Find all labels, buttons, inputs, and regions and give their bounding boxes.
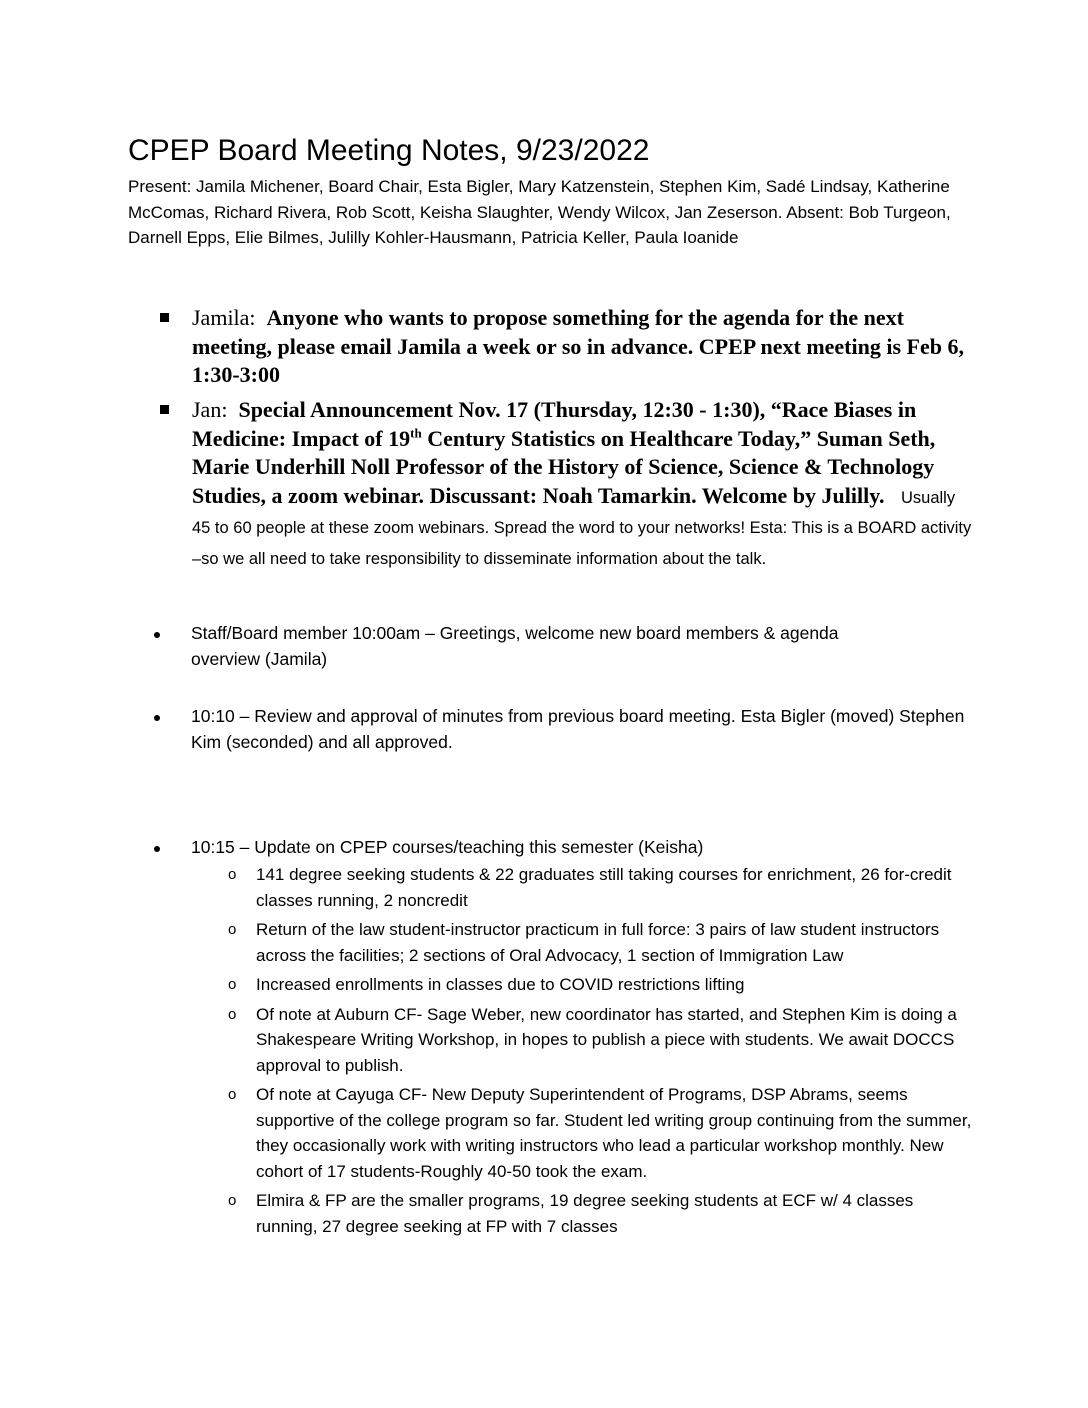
ordinal-suffix: th <box>410 425 422 441</box>
attendance-paragraph: Present: Jamila Michener, Board Chair, Esta Bigler, Mary Katzenstein, Stephen Kim, Sadé Lindsay, Katherine McComas, Richard Rivera, Rob Scott, Keisha Slaughter, Wendy Wilcox, Jan Zeserson. Absent: Bob Turgeon, Darnell Epps, Elie Bilmes, Julilly Kohler-Hausmann, Patricia Keller, Paula Ioanide <box>128 177 951 247</box>
round-bullet-icon <box>154 632 160 638</box>
announcement-text-continued: Century Statistics on Healthcare Today,” Suman Seth, Marie Underhill Noll Professor of the History of Science, Science & Technology Studies, a zoom webinar. Discussant: Noah Tamarkin. Welcome by Julilly. <box>192 425 936 508</box>
agenda-item <box>191 703 971 755</box>
circle-bullet-icon: o <box>228 866 237 883</box>
agenda-item-text: Staff/Board member 10:00am – Greetings, welcome new board members & agenda overview (Jamila) <box>191 623 839 669</box>
course-update-text: 141 degree seeking students & 22 graduates still taking courses for enrichment, 26 for-credit classes running, 2 noncredit <box>256 865 952 910</box>
document-title: CPEP Board Meeting Notes, 9/23/2022 <box>128 134 650 167</box>
announcement-text: Anyone who wants to propose something for the agenda for the next meeting, please email Jamila a week or so in advance. CPEP next meeting is Feb 6, 1:30-3:00 <box>192 305 964 387</box>
announcement-text: Special Announcement Nov. 17 (Thursday, 12:30 - 1:30), “Race Biases in Medicine: Impact of 19 <box>192 397 917 451</box>
circle-bullet-icon: o <box>228 1005 237 1023</box>
round-bullet-icon <box>154 846 160 852</box>
course-update-item <box>228 1188 976 1239</box>
announcement-speaker: Jamila: <box>192 305 256 330</box>
agenda-item-text: 10:15 – Update on CPEP courses/teaching this semester (Keisha) <box>191 837 704 857</box>
announcement-note: Usually 45 to 60 people at these zoom webinars. Spread the word to your networks! Esta: This is a BOARD activity –so we all need to take responsibility to disseminate information about the talk. <box>192 488 972 568</box>
square-bullet-icon <box>160 313 169 322</box>
course-update-text: Of note at Auburn CF- Sage Weber, new coordinator has started, and Stephen Kim is doing a Shakespeare Writing Workshop, in hopes to publish a piece with students. We await DOCCS approval to publish. <box>256 1004 957 1075</box>
course-update-text: Increased enrollments in classes due to COVID restrictions lifting <box>256 975 745 994</box>
course-update-item <box>228 917 976 968</box>
round-bullet-icon <box>154 715 160 721</box>
course-update-text: Return of the law student-instructor practicum in full force: 3 pairs of law student instructors across the facilities; 2 sections of Oral Advocacy, 1 section of Immigration Law <box>256 920 940 965</box>
square-bullet-icon <box>160 405 169 414</box>
course-update-item <box>228 972 976 998</box>
circle-bullet-icon: o <box>228 1086 237 1103</box>
circle-bullet-icon: o <box>228 1192 237 1209</box>
agenda-item <box>191 834 971 860</box>
agenda-item-text: 10:10 – Review and approval of minutes from previous board meeting. Esta Bigler (moved) Stephen Kim (seconded) and all approved. <box>191 706 965 752</box>
course-update-text: Elmira & FP are the smaller programs, 19 degree seeking students at ECF w/ 4 classes running, 27 degree seeking at FP with 7 classes <box>256 1191 914 1236</box>
announcement-item <box>192 396 972 573</box>
announcement-speaker: Jan: <box>192 397 228 422</box>
circle-bullet-icon: o <box>228 921 237 938</box>
course-update-text: Of note at Cayuga CF- New Deputy Superintendent of Programs, DSP Abrams, seems supportive of the college program so far. Student led writing group continuing from the summer, they occasionally work with writing instructors who lead a particular workshop monthly. New cohort of 17 students-Roughly 40-50 took the exam. <box>256 1085 972 1181</box>
circle-bullet-icon: o <box>228 976 237 993</box>
course-update-item <box>228 862 976 913</box>
course-updates-list <box>228 862 976 1239</box>
course-update-item <box>228 1082 976 1184</box>
announcement-item <box>192 304 972 390</box>
course-update-item <box>228 1002 976 1079</box>
agenda-item <box>191 620 891 672</box>
